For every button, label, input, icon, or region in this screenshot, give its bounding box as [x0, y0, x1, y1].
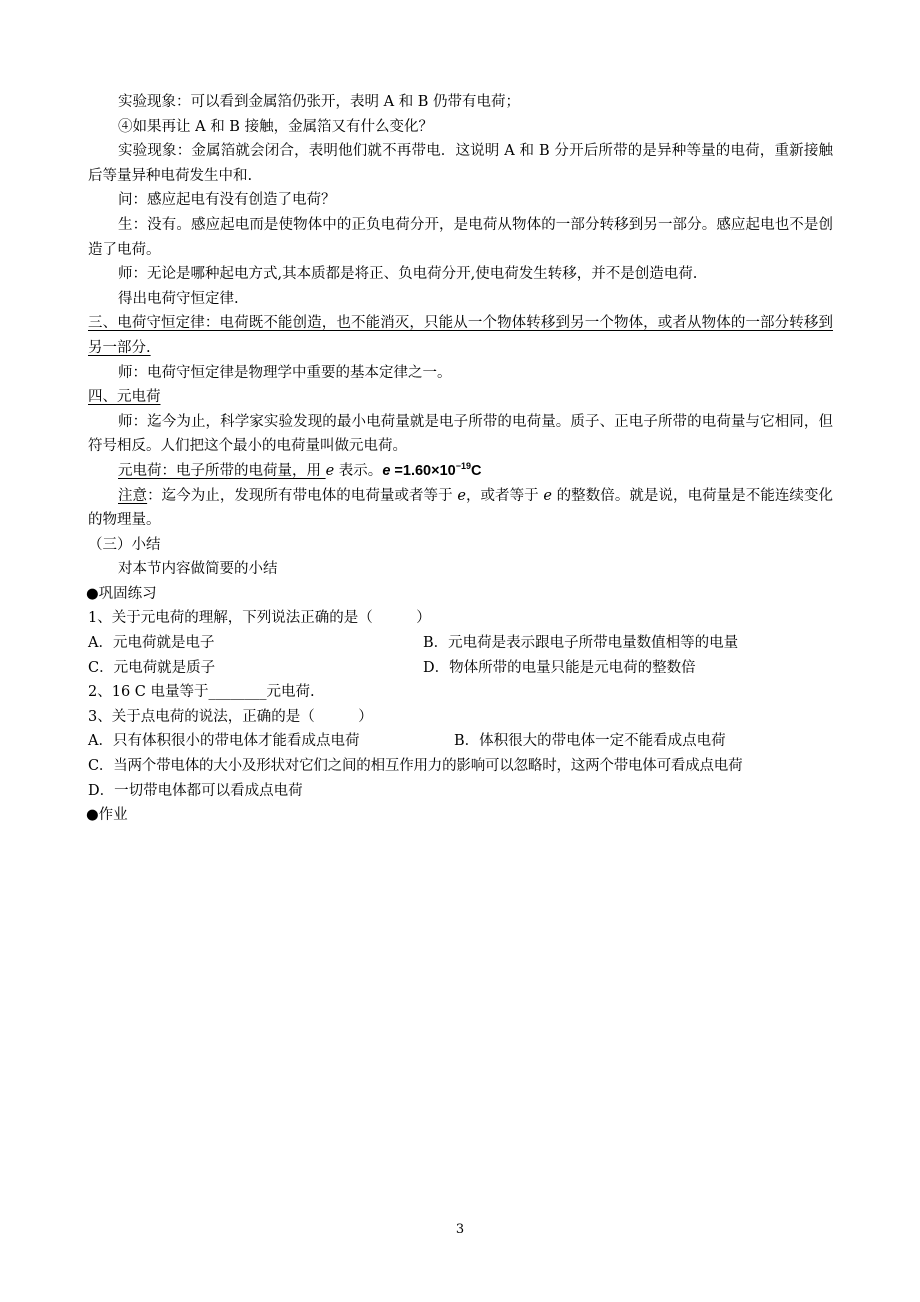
paragraph-teacher-law-note: 师：电荷守恒定律是物理学中重要的基本定律之一。 — [118, 364, 452, 381]
question-1-options-row-1 — [88, 631, 833, 656]
definition-text: 电子所带的电荷量，用 — [176, 462, 326, 479]
document-body — [88, 90, 833, 828]
paragraph-question-induction: 问：感应起电有没有创造了电荷？ — [118, 192, 336, 209]
note-text-3: 的整数倍。就是说，电荷量是不能连续变化的物理量。 — [88, 487, 834, 529]
section-heading-summary: （三）小结 — [88, 536, 161, 553]
question-3-options-row-1 — [88, 729, 833, 754]
question-1: 1、关于元电荷的理解，下列说法正确的是（ ） — [88, 610, 431, 627]
paragraph-experiment-1: 实验现象：可以看到金属箔仍张开，表明 A 和 B 仍带有电荷； — [118, 94, 521, 110]
question-3: 3、关于点电荷的说法，正确的是（ ） — [88, 708, 373, 725]
section-heading-homework: ●作业 — [86, 807, 128, 824]
question-2: 2、16 C 电量等于________元电荷. — [88, 684, 315, 701]
section-heading-elementary-charge: 四、元电荷 — [88, 389, 161, 406]
note-text-2: ，或者等于 — [465, 487, 544, 504]
paragraph-teacher-conclusion: 师：无论是哪种起电方式,其本质都是将正、负电荷分开,使电荷发生转移，并不是创造电荷. — [118, 266, 698, 283]
note-text-1: ：迄今为止，发现所有带电体的电荷量或者等于 — [147, 487, 458, 504]
question-1-options-row-2 — [88, 656, 833, 681]
paragraph-experiment-2: 实验现象：金属箔就会闭合，表明他们就不再带电．这说明 A 和 B 分开后所带的是异种等量的电荷，重新接触后等量异种电荷发生中和. — [88, 143, 833, 184]
option-1a: A．元电荷就是电子 — [88, 635, 215, 652]
paragraph-derive-law: 得出电荷守恒定律. — [118, 290, 239, 307]
section-heading-practice: ●巩固练习 — [86, 585, 157, 602]
note-symbol-e-1: e — [457, 487, 466, 504]
section-heading-conservation-law: 三、电荷守恒定律：电荷既不能创造，也不能消灭，只能从一个物体转移到另一个物体，或者从物体的一部分转移到另一部分. — [88, 315, 833, 356]
option-3d: D．一切带电体都可以看成点电荷 — [88, 782, 303, 799]
paragraph-summary: 对本节内容做简要的小结 — [118, 561, 278, 578]
page-number: 3 — [455, 1222, 465, 1237]
note-symbol-e-2: e — [543, 487, 552, 504]
note-label: 注意 — [118, 487, 148, 504]
formula-symbol-e: e — [382, 462, 391, 479]
formula-exponent: −19 — [455, 460, 471, 471]
paragraph-elementary-charge-definition — [88, 459, 833, 484]
formula-value: =1.60×10 — [390, 462, 456, 479]
option-1c: C．元电荷就是质子 — [88, 659, 216, 676]
symbol-e: e — [325, 462, 335, 479]
paragraph-question-4: ④如果再让 A 和 B 接触，金属箔又有什么变化？ — [118, 118, 434, 135]
option-3a: A．只有体积很小的带电体才能看成点电荷 — [88, 733, 360, 750]
option-1d: D．物体所带的电量只能是元电荷的整数倍 — [423, 659, 696, 676]
paragraph-elementary-charge-intro: 师：迄今为止，科学家实验发现的最小电荷量就是电子所带的电荷量。质子、正电子所带的电荷量与它相同，但符号相反。人们把这个最小的电荷量叫做元电荷。 — [88, 413, 833, 455]
term-elementary-charge: 元电荷： — [118, 462, 176, 479]
option-1b: B．元电荷是表示跟电子所带电量数值相等的电量 — [423, 635, 739, 652]
paragraph-student-answer: 生：没有。感应起电而是使物体中的正负电荷分开，是电荷从物体的一部分转移到另一部分。感应起电也不是创造了电荷。 — [88, 216, 833, 258]
option-3c: C．当两个带电体的大小及形状对它们之间的相互作用力的影响可以忽略时，这两个带电体可看成点电荷 — [88, 758, 743, 775]
formula-unit: C — [471, 462, 482, 479]
option-3b: B．体积很大的带电体一定不能看成点电荷 — [454, 733, 726, 750]
paragraph-note — [88, 484, 833, 533]
definition-text-end: 表示。 — [334, 462, 383, 479]
